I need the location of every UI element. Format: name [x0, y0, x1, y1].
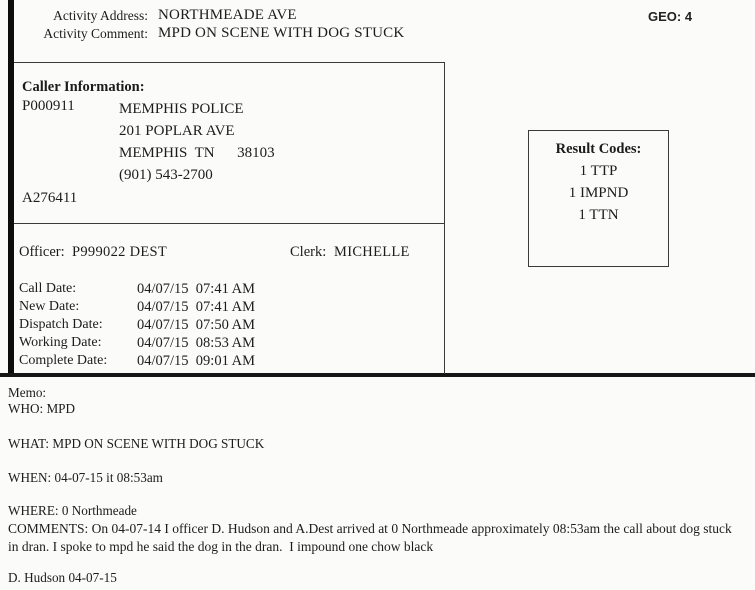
new-date-label: New Date: — [19, 299, 80, 314]
complete-date-value: 04/07/15 09:01 AM — [137, 353, 256, 369]
caller-phone: (901) 543-2700 — [119, 167, 213, 183]
memo-title: Memo: — [8, 385, 47, 400]
working-date-value: 04/07/15 08:53 AM — [137, 335, 256, 351]
caller-id: P000911 — [22, 98, 75, 114]
officer-label: Officer: — [19, 244, 65, 260]
caller-city-state-zip: MEMPHIS TN 38103 — [119, 145, 275, 161]
memo-when: WHEN: 04-07-15 it 08:53am — [8, 470, 163, 485]
call-date-row — [14, 281, 444, 299]
activity-address-label: Activity Address: — [53, 8, 148, 23]
memo-what: WHAT: MPD ON SCENE WITH DOG STUCK — [8, 436, 265, 451]
officer-value: P999022 DEST — [72, 244, 168, 260]
working-date-label: Working Date: — [19, 335, 102, 350]
result-codes-box — [528, 130, 669, 267]
call-date-value: 04/07/15 07:41 AM — [137, 281, 256, 297]
result-code-item: 1 TTP — [579, 163, 618, 179]
result-code-item: 1 IMPND — [568, 185, 629, 201]
activity-comment-label: Activity Comment: — [43, 26, 148, 41]
caller-information-title: Caller Information: — [22, 79, 145, 95]
caller-name: MEMPHIS POLICE — [119, 101, 244, 117]
memo-comments: COMMENTS: On 04-07-14 I officer D. Hudson and A.Dest arrived at 0 Northmeade approximately 08:53am the call about dog stuck in dran. I spoke to mpd he said the dog in the dran. I impound one chow black — [8, 521, 739, 554]
activity-address-value: NORTHMEADE AVE — [158, 7, 297, 23]
memo-who: WHO: MPD — [8, 401, 76, 416]
activity-number: A276411 — [22, 190, 78, 206]
complete-date-row — [14, 353, 444, 371]
caller-street: 201 POPLAR AVE — [119, 123, 235, 139]
memo-signature: D. Hudson 04-07-15 — [8, 570, 117, 585]
geo-code: GEO: 4 — [648, 9, 693, 24]
dispatch-date-value: 04/07/15 07:50 AM — [137, 317, 256, 333]
clerk-value: MICHELLE — [334, 244, 410, 260]
new-date-row — [14, 299, 444, 317]
caller-information-box — [14, 62, 445, 224]
dispatch-date-label: Dispatch Date: — [19, 317, 103, 332]
officer-box — [14, 223, 445, 374]
memo-where: WHERE: 0 Northmeade — [8, 503, 137, 518]
caller-address-block — [119, 98, 275, 186]
result-codes-title: Result Codes: — [555, 141, 642, 157]
dispatch-date-row — [14, 317, 444, 335]
result-code-item: 1 TTN — [578, 207, 619, 223]
new-date-value: 04/07/15 07:41 AM — [137, 299, 256, 315]
complete-date-label: Complete Date: — [19, 353, 108, 368]
clerk-label: Clerk: — [290, 244, 327, 260]
result-codes-list — [529, 160, 668, 226]
activity-comment-value: MPD ON SCENE WITH DOG STUCK — [158, 25, 405, 41]
call-date-label: Call Date: — [19, 281, 77, 296]
working-date-row — [14, 335, 444, 353]
